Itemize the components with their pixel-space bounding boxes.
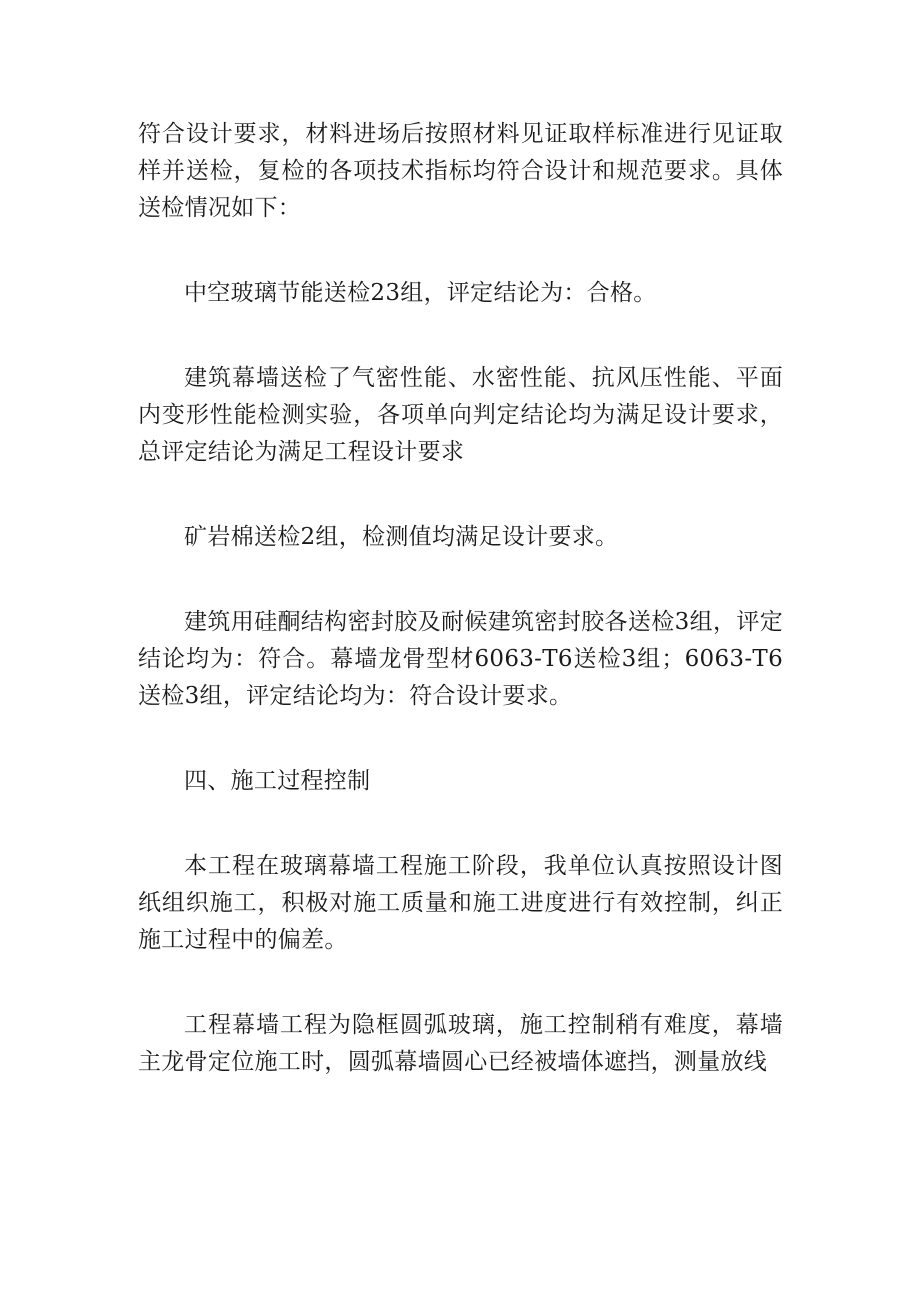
paragraph-construction-stage: 本工程在玻璃幕墙工程施工阶段，我单位认真按照设计图纸组织施工，积极对施工质量和施工进度进行有效控制，纠正施工过程中的偏差。 <box>138 853 783 953</box>
section-heading-construction-control: 四、施工过程控制 <box>184 768 371 794</box>
paragraph-sealant-profiles: 建筑用硅酮结构密封胶及耐候建筑密封胶各送检3组，评定结论均为：符合。幕墙龙骨型材6063-T6送检3组；6063-T6送检3组，评定结论均为：符合设计要求。 <box>138 609 783 709</box>
paragraph-insulating-glass: 中空玻璃节能送检23组，评定结论为：合格。 <box>184 280 657 306</box>
paragraph-continuation-materials: 符合设计要求，材料进场后按照材料见证取样标准进行见证取样并送检，复检的各项技术指标均符合设计和规范要求。具体送检情况如下： <box>138 121 783 221</box>
paragraph-rock-wool: 矿岩棉送检2组，检测值均满足设计要求。 <box>184 524 619 550</box>
paragraph-curtain-wall-tests: 建筑幕墙送检了气密性能、水密性能、抗风压性能、平面内变形性能检测实验，各项单向判定结论均为满足设计要求，总评定结论为满足工程设计要求 <box>138 365 783 465</box>
document-body <box>138 116 783 1129</box>
paragraph-hidden-frame-arc-glass: 工程幕墙工程为隐框圆弧玻璃，施工控制稍有难度，幕墙主龙骨定位施工时，圆弧幕墙圆心已经被墙体遮挡，测量放线 <box>138 1012 783 1075</box>
